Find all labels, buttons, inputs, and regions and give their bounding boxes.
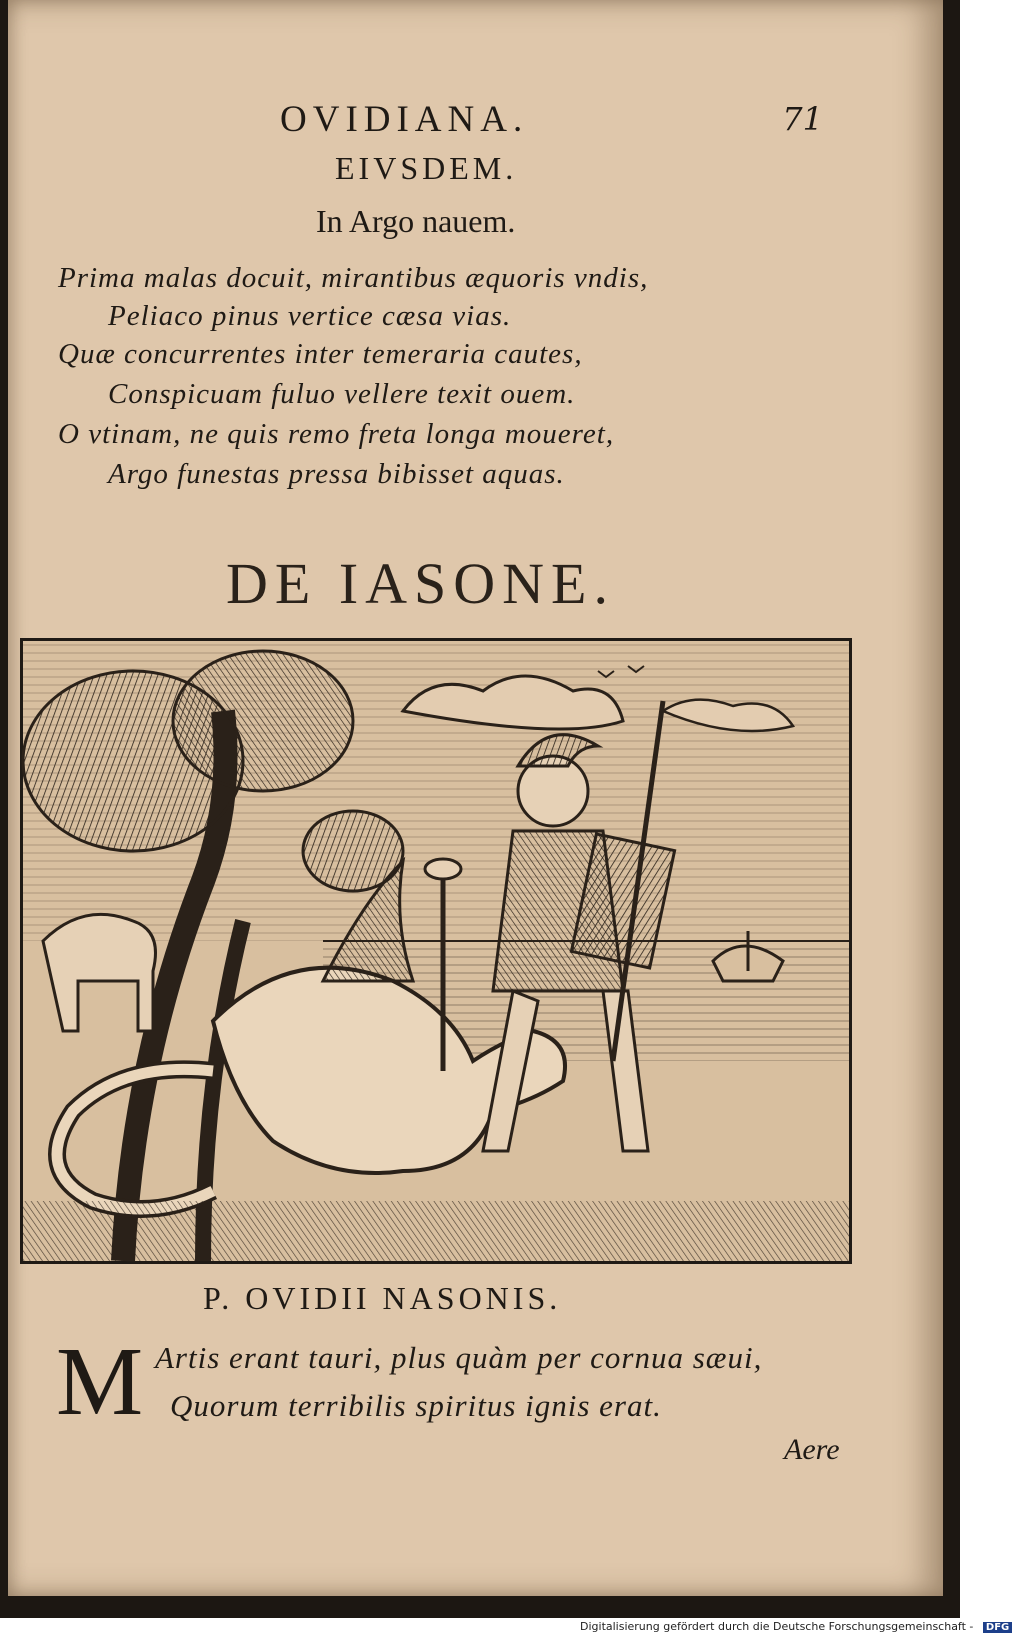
verse-line: Peliaco pinus vertice cæsa vias. <box>108 300 512 332</box>
woodcut-caption: P. OVIDII NASONIS. <box>203 1280 562 1316</box>
woodcut-illustration <box>20 638 852 1264</box>
verse-line: Argo funestas pressa bibisset aquas. <box>108 458 565 490</box>
section-heading: EIVSDEM. <box>335 150 518 186</box>
woodcut-jason-dragon-image <box>23 641 849 1261</box>
verse-line: Prima malas docuit, mirantibus æquoris vndis, <box>58 262 649 294</box>
drop-cap: M <box>56 1328 144 1436</box>
verse-line: Quæ concurrentes inter temeraria cautes, <box>58 338 583 370</box>
page-number: 71 <box>782 100 823 138</box>
emblem-title: DE IASONE. <box>226 551 615 616</box>
digitization-credit <box>580 1620 1012 1636</box>
poem-subtitle: In Argo nauem. <box>316 203 516 239</box>
couplet-line: Quorum terribilis spiritus ignis erat. <box>170 1388 662 1423</box>
catchword: Aere <box>784 1433 840 1466</box>
book-page <box>8 0 943 1596</box>
running-head: OVIDIANA. <box>280 99 529 140</box>
verse-line: O vtinam, ne quis remo freta longa moueret, <box>58 418 615 450</box>
dfg-logo: DFG <box>983 1622 1012 1633</box>
couplet-line: Artis erant tauri, plus quàm per cornua sæui, <box>155 1340 763 1375</box>
verse-line: Conspicuam fuluo vellere texit ouem. <box>108 378 576 410</box>
footer-text: Digitalisierung gefördert durch die Deutsche Forschungsgemeinschaft - <box>580 1620 974 1633</box>
